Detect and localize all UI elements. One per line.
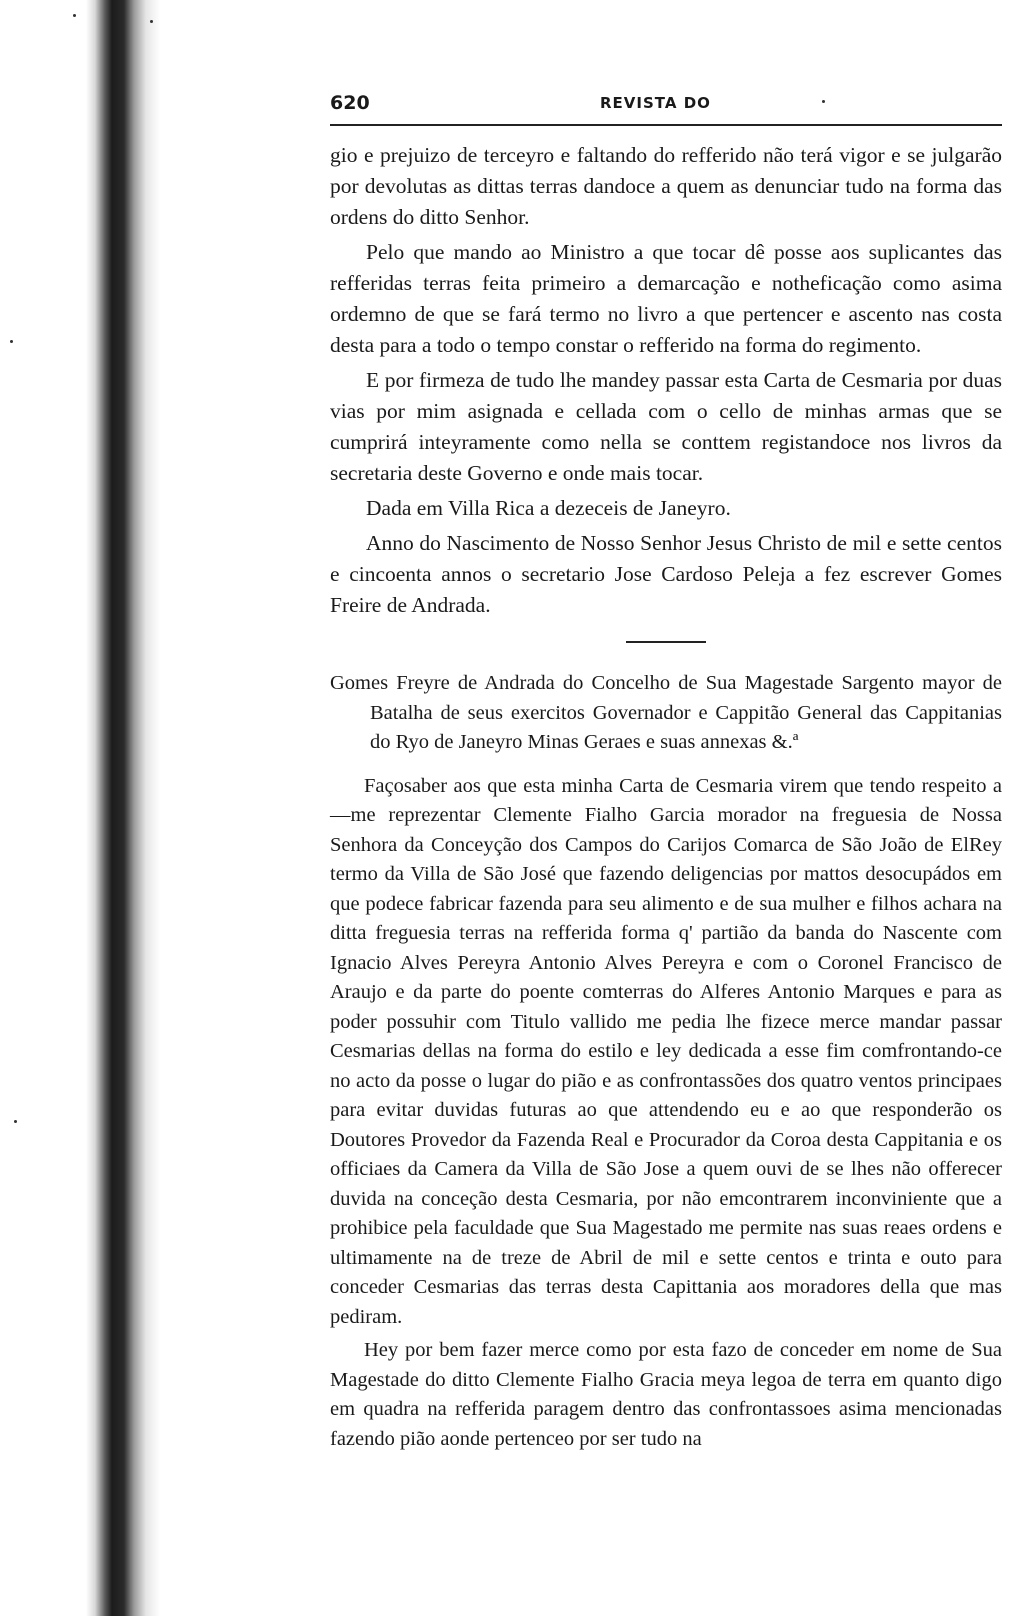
section-a xyxy=(330,140,1002,621)
section-b xyxy=(330,669,1002,1454)
paragraph: Anno do Nascimento de Nosso Senhor Jesus Christo de mil e sette centos e cincoenta annos o secretario Jose Cardoso Peleja a fez escrever Gomes Freire de Andrada. xyxy=(330,531,1002,617)
book-page xyxy=(330,92,1002,1454)
paragraph: Dada em Villa Rica a dezeceis de Janeyro. xyxy=(366,496,731,520)
page-number: 620 xyxy=(330,92,370,114)
paragraph: gio e prejuizo de terceyro e faltando do refferido não terá vigor e se julgarão por devolutas as dittas terras dandoce a quem as denunciar tudo na forma das ordens do ditto Senhor. xyxy=(330,143,1002,229)
paragraph: Pelo que mando ao Ministro a que tocar dê posse aos suplicantes das refferidas terras feita primeiro a demarcação e notheficação como asima ordemno de que se fará termo no livro a que pertencer e ascento nas costa desta para a todo o tempo constar o refferido na forma do regimento. xyxy=(330,240,1002,357)
paragraph: Hey por bem fazer merce como por esta fazo de conceder em nome de Sua Magestade do ditto Clemente Fialho Gracia meya legoa de terra em quanto digo em quadra na refferida paragem dentro das confrontassoes asima mencionadas fazendo pião aonde pertenceo por ser tudo na xyxy=(330,1339,1002,1450)
scan-speck xyxy=(150,20,153,23)
scan-speck xyxy=(10,340,13,343)
paragraph: Façosaber aos que esta minha Carta de Cesmaria virem que tendo respeito a —me reprezentar Clemente Fialho Garcia morador na freguesia de Nossa Senhora da Conceyção dos Campos do Carijos Comarca de São João de ElRey termo da Villa de São José que fazendo deligencias por mattos desocupádos em que podece fabricar fazenda para seu alimento e de sua mulher e filhos achara na ditta freguesia terras na refferida forma q' partião da banda do Nascente com Ignacio Alves Pereyra Antonio Alves Pereyra e com o Coronel Francisco de Araujo e da parte do poente comterras do Alferes Antonio Marques e para as poder possuhir com Titulo vallido me pedia lhe fizece merce mandar passar Cesmarias dellas na forma do estilo e ley dedicada a esse fim comfrontando-ce no acto da posse o lugar do pião e as confrontassões dos quatro ventos principaes para evitar duvidas futuras ao que attendendo eu e ao que responderão os Doutores Provedor da Fazenda Real e Procurador da Coroa desta Cappitania e os officiaes da Camera da Villa de São Jose a quem ouvi de se lhes não offerecer duvida na conceção desta Cesmaria, por não emcontrarem inconviniente que a prohibice pela faculdade que Sua Magestado me permite nas suas reaes ordens e ultimamente na de treze de Abril de mil e sette centos e trinta e outo para conceder Cesmarias das terras desta Capittania aos moradores della que mas pediram. xyxy=(330,774,1002,1328)
header-rule xyxy=(330,124,1002,126)
paragraph: E por firmeza de tudo lhe mandey passar esta Carta de Cesmaria por duas vias por mim asignada e cellada com o cello de minhas armas que se cumprirá inteyramente como nella se conttem registandoce nos livros da secretaria deste Governo e onde mais tocar. xyxy=(330,368,1002,485)
section-separator xyxy=(626,641,706,643)
page-header xyxy=(330,92,1002,122)
running-title: REVISTA DO xyxy=(600,94,711,112)
scan-speck xyxy=(14,1120,17,1123)
section-heading: Gomes Freyre de Andrada do Concelho de Sua Magestade Sargento mayor de Batalha de seus exercitos Governador e Cappitão General das Cappitanias do Ryo de Janeyro Minas Geraes e suas annexas &.ª xyxy=(330,672,1002,753)
scan-speck xyxy=(73,14,76,17)
book-binding-gutter xyxy=(0,0,160,1616)
